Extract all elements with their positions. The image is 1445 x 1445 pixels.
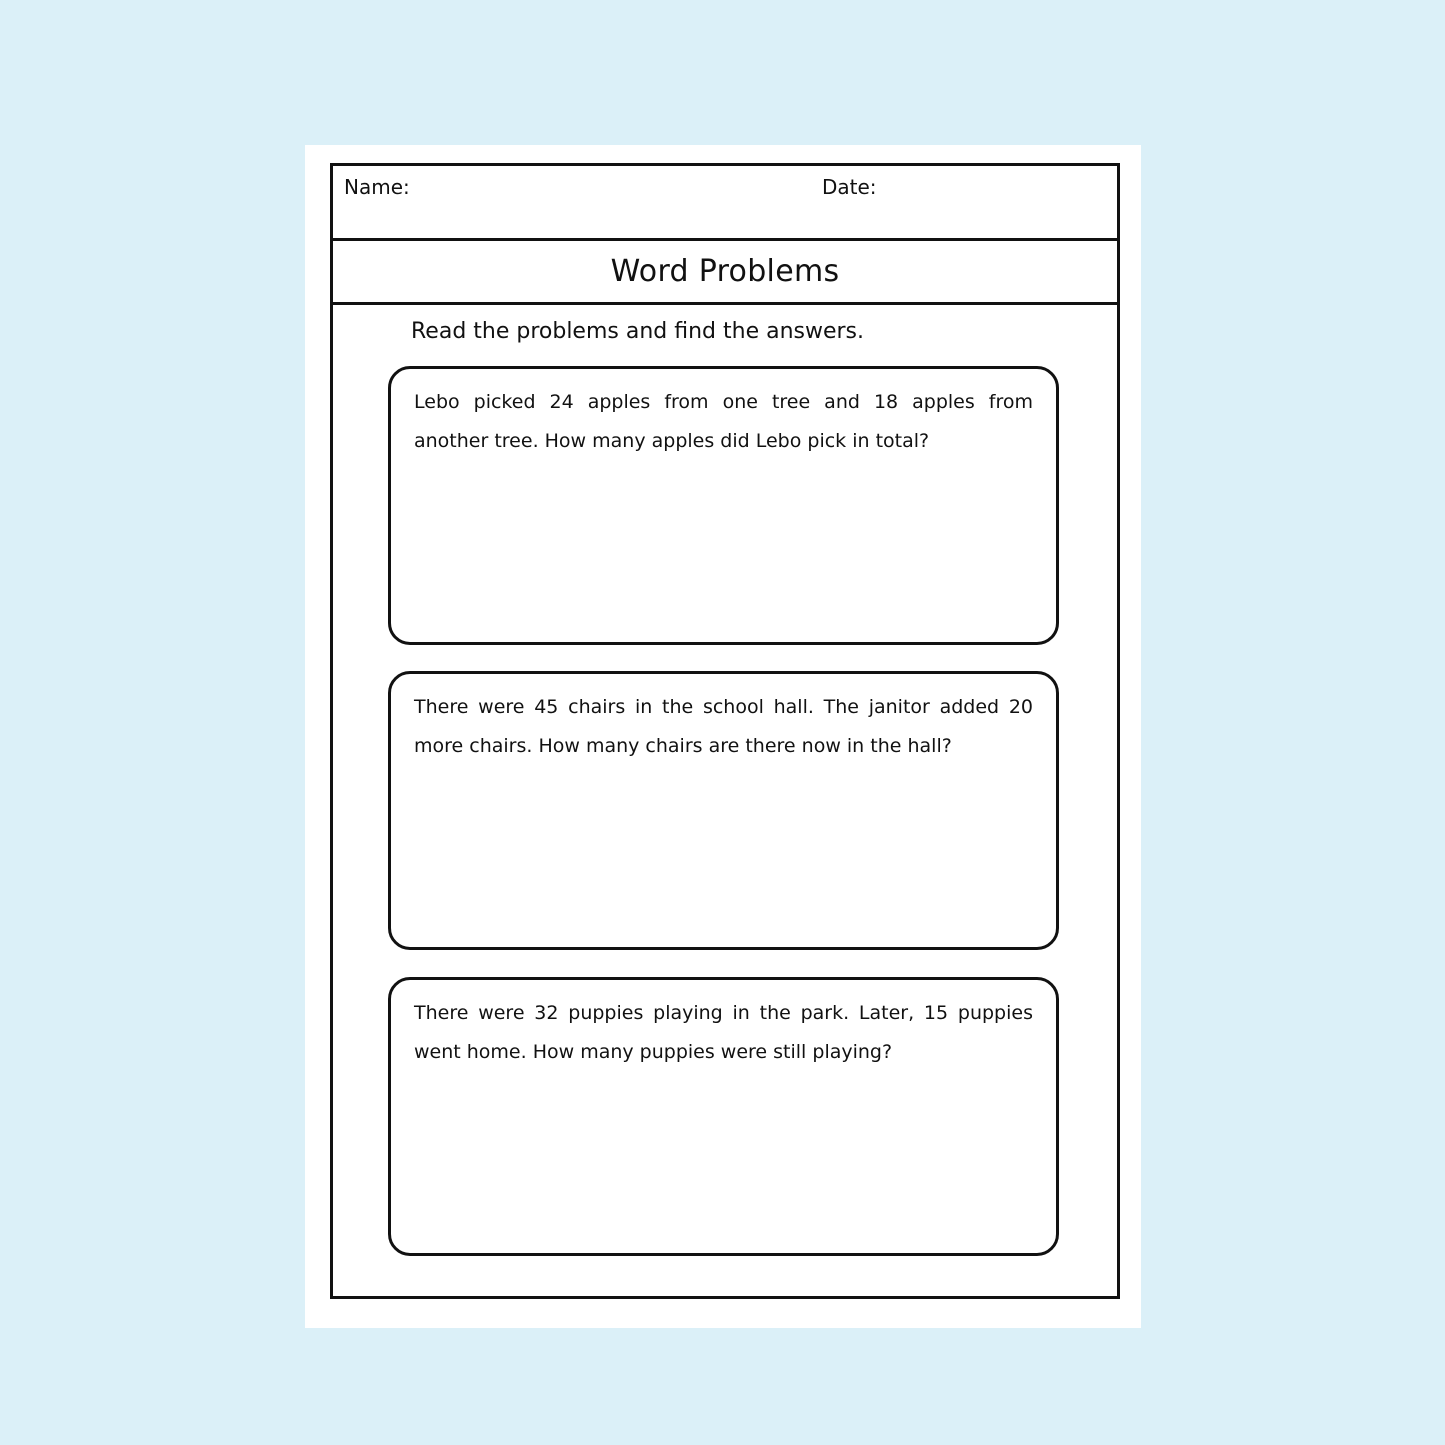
name-date-row [333, 166, 1117, 241]
instructions-text: Read the problems and find the answers. [411, 319, 865, 344]
problem-box-2 [388, 671, 1059, 950]
problem-text-3: There were 32 puppies playing in the park. Later, 15 puppies went home. How many puppies were still playing? [414, 1002, 1033, 1063]
problem-box-3 [388, 977, 1059, 1256]
problem-box-1 [388, 366, 1059, 645]
worksheet-frame [330, 163, 1120, 1299]
problem-text-1: Lebo picked 24 apples from one tree and 18 apples from another tree. How many apples did Lebo pick in total? [414, 391, 1033, 452]
name-label: Name: [344, 175, 410, 199]
worksheet-title: Word Problems [610, 254, 840, 289]
worksheet-page [305, 145, 1141, 1328]
date-label: Date: [822, 175, 877, 199]
title-row [333, 241, 1117, 305]
problem-text-2: There were 45 chairs in the school hall. The janitor added 20 more chairs. How many chairs are there now in the hall? [414, 696, 1033, 757]
